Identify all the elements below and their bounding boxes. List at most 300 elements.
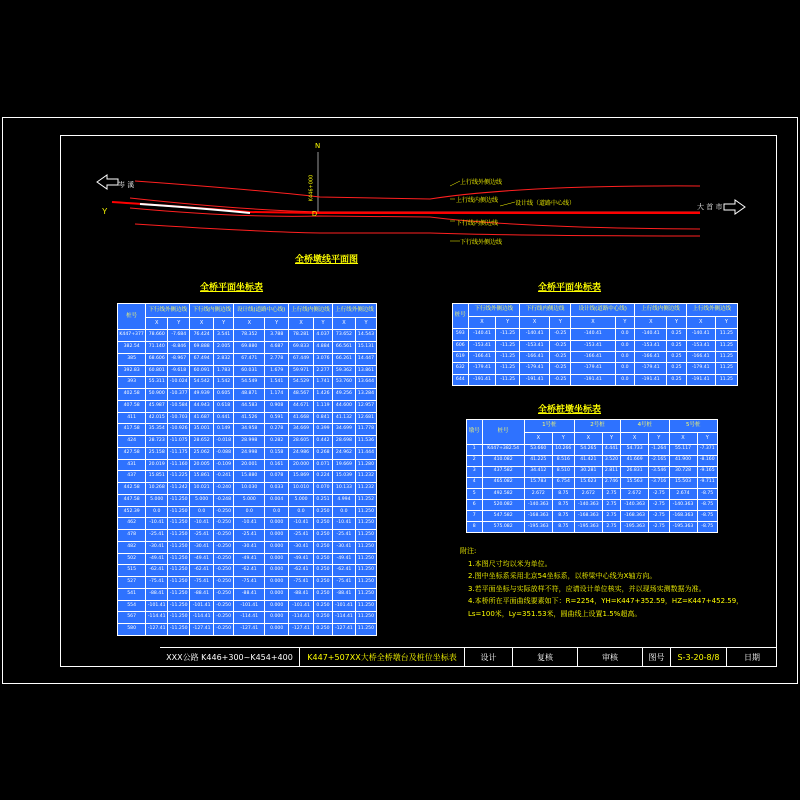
table-cell: 0.605: [214, 389, 234, 401]
table-cell: 0.033: [265, 483, 289, 495]
table-cell: -127.41: [190, 624, 214, 636]
table-cell: -3.546: [649, 466, 669, 477]
table-cell: 0.000: [265, 565, 289, 577]
table-cell: 上行线内侧边线: [289, 304, 333, 318]
table-row: [467, 466, 718, 477]
table-cell: -11.250: [168, 530, 190, 542]
table-cell: 26.831: [621, 466, 649, 477]
table-cell: 0.0: [265, 506, 289, 518]
table-cell: -0.018: [214, 436, 234, 448]
table-cell: 447.58: [118, 494, 146, 506]
table-cell: -11.250: [168, 600, 190, 612]
coordinate-table-2: [452, 303, 738, 386]
table-cell: 78.660: [146, 330, 168, 342]
table-cell: -75.41: [234, 577, 265, 589]
table-cell: X: [524, 432, 552, 444]
table-cell: 393: [118, 377, 146, 389]
table-cell: 34.699: [332, 424, 355, 436]
table-cell: 76.424: [190, 330, 214, 342]
table-row: [118, 506, 377, 518]
table-cell: -0.250: [214, 541, 234, 553]
table-cell: 0.250: [314, 565, 333, 577]
table-cell: -0.250: [214, 588, 234, 600]
table-cell: -8.75: [697, 510, 718, 521]
table-cell: 0.250: [314, 588, 333, 600]
table-cell: -11.250: [168, 577, 190, 589]
table-cell: 0.0: [146, 506, 168, 518]
table-row: [118, 624, 377, 636]
table-cell: -166.41: [635, 351, 667, 362]
table-cell: 13.284: [355, 389, 376, 401]
table-cell: 28.723: [146, 436, 168, 448]
table-cell: 3.520: [602, 455, 620, 466]
design-cell: 设计: [465, 648, 513, 667]
table-cell: Y: [314, 317, 333, 330]
table-cell: 0.071: [314, 459, 333, 471]
drawing-no: S-3-20-8/8: [671, 648, 727, 667]
table-cell: -179.41: [571, 363, 615, 374]
table-cell: 0.149: [214, 424, 234, 436]
table-cell: 0.250: [314, 577, 333, 589]
table3-title: 全桥桩墩坐标表: [538, 405, 602, 415]
table-cell: -168.363: [574, 510, 602, 521]
table-row: [118, 447, 377, 459]
table-cell: 41.225: [524, 455, 552, 466]
table-cell: -10.41: [146, 518, 168, 530]
table-cell: 619: [453, 351, 469, 362]
table-cell: -88.41: [234, 588, 265, 600]
table-cell: 2.75: [602, 510, 620, 521]
table-cell: X: [574, 432, 602, 444]
table-cell: 382.54: [118, 342, 146, 354]
table-cell: -8.967: [168, 353, 190, 365]
table-cell: 30.281: [574, 466, 602, 477]
table-cell: 0.250: [314, 624, 333, 636]
table-cell: -153.41: [686, 340, 715, 351]
table-cell: 10.133: [332, 483, 355, 495]
table-row: [118, 494, 377, 506]
table-cell: 11.25: [715, 329, 737, 340]
table-cell: 392.83: [118, 365, 146, 377]
table-cell: 11.252: [355, 494, 376, 506]
table-cell: -25.41: [234, 530, 265, 542]
table-cell: 54.529: [289, 377, 314, 389]
table-cell: 0.282: [265, 436, 289, 448]
table-cell: -166.41: [571, 351, 615, 362]
table-cell: Y: [496, 317, 520, 329]
table-cell: 11.250: [355, 553, 376, 565]
table-cell: 0.0: [615, 363, 635, 374]
table-cell: -11.25: [496, 329, 520, 340]
table-cell: 410.082: [482, 455, 524, 466]
table-cell: -11.250: [168, 541, 190, 553]
table-row: [118, 577, 377, 589]
table-cell: 78.352: [234, 330, 265, 342]
table-cell: 2.672: [621, 488, 649, 499]
table-row: [118, 483, 377, 495]
table-header-row: [118, 304, 377, 318]
table-cell: -114.41: [146, 612, 168, 624]
table-cell: 554: [118, 600, 146, 612]
table-cell: Y: [715, 317, 737, 329]
table-cell: -140.41: [686, 329, 715, 340]
table-cell: 0.25: [667, 363, 686, 374]
table-cell: 2.75: [602, 488, 620, 499]
table-cell: 0.000: [265, 541, 289, 553]
table-cell: -195.363: [669, 521, 697, 532]
table-cell: 48.871: [234, 389, 265, 401]
table-cell: -10.584: [168, 400, 190, 412]
table-cell: -11.225: [168, 471, 190, 483]
table-cell: 2.277: [314, 365, 333, 377]
table-row: [118, 400, 377, 412]
table-cell: 527: [118, 577, 146, 589]
table-cell: X: [635, 317, 667, 329]
table-cell: -10.41: [234, 518, 265, 530]
table-row: [467, 444, 718, 455]
table-cell: -153.41: [519, 340, 549, 351]
table-cell: -101.41: [146, 600, 168, 612]
table-cell: 设计线(道路中心线): [571, 304, 635, 317]
table-cell: 5.000: [289, 494, 314, 506]
table-cell: -88.41: [190, 588, 214, 600]
table-cell: 44.583: [234, 400, 265, 412]
project-name: XXX公路 K446+300~K454+400: [160, 648, 300, 667]
table-cell: 0.000: [265, 588, 289, 600]
table-header-row: [453, 304, 738, 317]
table-cell: -8.75: [697, 499, 718, 510]
table-cell: -88.41: [289, 588, 314, 600]
table-cell: 45.987: [146, 400, 168, 412]
table-cell: 606: [453, 340, 469, 351]
table-cell: 575.082: [482, 521, 524, 532]
table-row: [118, 588, 377, 600]
table-cell: 1.174: [265, 389, 289, 401]
table-cell: 632: [453, 363, 469, 374]
table-cell: 41.687: [190, 412, 214, 424]
table-cell: 5.000: [234, 494, 265, 506]
table-cell: 设计线(道路中心线): [234, 304, 289, 318]
table-cell: 8.516: [552, 455, 574, 466]
label-up-inner: 上行线内侧边线: [456, 197, 499, 204]
table-cell: -140.363: [621, 499, 649, 510]
table-cell: 8.510: [552, 466, 574, 477]
table-cell: 20.019: [146, 459, 168, 471]
table-cell: X: [519, 317, 549, 329]
table-cell: -153.41: [468, 340, 496, 351]
table-cell: 4.687: [265, 342, 289, 354]
table-cell: 417.58: [118, 424, 146, 436]
table-cell: -127.41: [146, 624, 168, 636]
table-cell: 0.0: [615, 351, 635, 362]
table-cell: 0.0: [289, 506, 314, 518]
table-cell: 541: [118, 588, 146, 600]
table-cell: 15.851: [146, 471, 168, 483]
table-cell: -191.41: [635, 374, 667, 385]
table-cell: -88.41: [146, 588, 168, 600]
table-cell: -195.363: [574, 521, 602, 532]
table-row: [453, 329, 738, 340]
table-cell: 11.778: [355, 424, 376, 436]
table-cell: 482: [118, 541, 146, 553]
table-cell: 0.250: [314, 612, 333, 624]
table-cell: 上行线内侧边线: [635, 304, 686, 317]
table-cell: 41.132: [332, 412, 355, 424]
notes-title: 附注:: [460, 547, 477, 555]
table-row: [467, 521, 718, 532]
table-cell: 0.000: [265, 600, 289, 612]
table-cell: -0.25: [550, 340, 571, 351]
table-cell: -75.41: [146, 577, 168, 589]
table-cell: 6.754: [552, 477, 574, 488]
table-cell: -0.088: [214, 447, 234, 459]
table-cell: 13.861: [355, 365, 376, 377]
table-cell: 34.958: [234, 424, 265, 436]
table-cell: 11.250: [355, 518, 376, 530]
table-cell: 0.250: [314, 553, 333, 565]
table-cell: 54.265: [574, 444, 602, 455]
table-cell: -9.165: [697, 466, 718, 477]
table-row: [118, 424, 377, 436]
table-cell: 520.082: [482, 499, 524, 510]
table-row: [467, 488, 718, 499]
table-cell: 5号桩: [669, 420, 717, 433]
table-cell: -101.41: [332, 600, 355, 612]
table-cell: -11.25: [496, 340, 520, 351]
table-cell: -75.41: [332, 577, 355, 589]
table-cell: 66.561: [332, 342, 355, 354]
table-subheader-row: [118, 317, 377, 330]
table-cell: -0.109: [214, 459, 234, 471]
table-cell: 11.250: [355, 577, 376, 589]
table-cell: 2.005: [214, 342, 234, 354]
table-cell: 0.25: [667, 351, 686, 362]
table-cell: -195.363: [621, 521, 649, 532]
table-cell: 4.884: [314, 342, 333, 354]
table-cell: 424: [118, 436, 146, 448]
table-cell: 25.158: [146, 447, 168, 459]
table-cell: 15.039: [332, 471, 355, 483]
table-cell: 4.037: [314, 330, 333, 342]
table-cell: -11.250: [168, 506, 190, 518]
table-cell: 28.652: [190, 436, 214, 448]
west-label: 岑 溪: [118, 181, 135, 189]
table-row: [467, 477, 718, 488]
table-cell: 4号桩: [621, 420, 669, 433]
table-cell: -11.250: [168, 518, 190, 530]
table-cell: 67.449: [289, 353, 314, 365]
table-cell: 4.441: [602, 444, 620, 455]
table-cell: 0.441: [214, 412, 234, 424]
table-cell: X: [332, 317, 355, 330]
table-cell: Y: [667, 317, 686, 329]
table-cell: 34.669: [289, 424, 314, 436]
title-block: [160, 647, 777, 667]
table-cell: X: [468, 317, 496, 329]
table-cell: X: [669, 432, 697, 444]
table-cell: -0.25: [550, 363, 571, 374]
table-cell: 35.354: [146, 424, 168, 436]
table-cell: 15.880: [234, 471, 265, 483]
table-cell: 11.250: [355, 612, 376, 624]
table-cell: -179.41: [686, 363, 715, 374]
table-cell: K447+377: [118, 330, 146, 342]
table-cell: 53.760: [332, 377, 355, 389]
table-cell: 11.250: [355, 530, 376, 542]
table-cell: 上行线外侧边线: [332, 304, 376, 318]
table-cell: -127.41: [234, 624, 265, 636]
table-row: [118, 342, 377, 354]
table-cell: Y: [615, 317, 635, 329]
table-cell: 0.591: [265, 412, 289, 424]
table-cell: 69.888: [190, 342, 214, 354]
table-cell: 15.869: [289, 471, 314, 483]
table-cell: 0.25: [667, 340, 686, 351]
table-cell: -49.41: [332, 553, 355, 565]
note-line: 3.若平面坐标与实际放样不符，应请设计单位核实，并以现场实测数据为准。: [468, 584, 706, 593]
table-cell: Y: [265, 317, 289, 330]
note-line: 1.本图尺寸均以米为单位。: [468, 559, 552, 568]
table-cell: 78.281: [289, 330, 314, 342]
table-cell: 5.000: [146, 494, 168, 506]
table-cell: 0.25: [667, 329, 686, 340]
table-cell: 0.268: [314, 447, 333, 459]
table-cell: -10.926: [168, 424, 190, 436]
table-cell: -49.41: [190, 553, 214, 565]
table-cell: 下行线外侧边线: [468, 304, 519, 317]
table-cell: -0.250: [214, 530, 234, 542]
table-row: [467, 455, 718, 466]
table-cell: -30.41: [190, 541, 214, 553]
table-row: [467, 510, 718, 521]
table-cell: -191.41: [571, 374, 615, 385]
table-cell: -0.250: [214, 506, 234, 518]
table-cell: 3.076: [314, 353, 333, 365]
table-cell: 402.58: [118, 389, 146, 401]
table-cell: -114.41: [190, 612, 214, 624]
table-cell: 44.671: [289, 400, 314, 412]
table-cell: 69.833: [289, 342, 314, 354]
note-line: 4.本桥所在平面曲线要素如下：R=2254，YH=K447+352.59，HZ=K447+452.59，: [468, 597, 744, 605]
svg-text:Y: Y: [102, 207, 108, 216]
table-cell: 桩号: [118, 304, 146, 330]
table-header-row: [467, 420, 718, 433]
table-cell: -30.41: [332, 541, 355, 553]
table-cell: 2号桩: [574, 420, 620, 433]
table-cell: 427.58: [118, 447, 146, 459]
table-cell: 0.070: [314, 483, 333, 495]
table-cell: 28.998: [234, 436, 265, 448]
table-cell: 465.082: [482, 477, 524, 488]
table-cell: -25.41: [146, 530, 168, 542]
table-cell: 4.994: [332, 494, 355, 506]
table-cell: -11.250: [168, 565, 190, 577]
table-cell: -11.250: [168, 624, 190, 636]
drawing-name: K447+507XX大桥全桥墩台及桩位坐标表: [300, 648, 465, 667]
table-cell: 11.25: [715, 374, 737, 385]
table-cell: Y: [168, 317, 190, 330]
table-cell: 67.494: [190, 353, 214, 365]
table-cell: -11.075: [168, 436, 190, 448]
table-cell: -179.41: [635, 363, 667, 374]
table-cell: -191.41: [519, 374, 549, 385]
east-arrow-icon: [724, 200, 745, 214]
table-cell: 0.25: [667, 374, 686, 385]
table-cell: -127.41: [289, 624, 314, 636]
table-cell: 2.672: [574, 488, 602, 499]
table-cell: -10.703: [168, 412, 190, 424]
table-cell: -0.241: [214, 471, 234, 483]
table-cell: -11.250: [168, 494, 190, 506]
table-cell: 10.030: [234, 483, 265, 495]
table-cell: 2.75: [602, 521, 620, 532]
table-subheader-row: [453, 317, 738, 329]
table-cell: 0.0: [332, 506, 355, 518]
table-cell: 0.442: [314, 436, 333, 448]
table-cell: 11.250: [355, 624, 376, 636]
table-row: [118, 412, 377, 424]
table-cell: 644: [453, 374, 469, 385]
table-cell: 0.0: [234, 506, 265, 518]
table-cell: 411: [118, 412, 146, 424]
table-cell: 492.582: [482, 488, 524, 499]
table-cell: 437.582: [482, 466, 524, 477]
table-cell: 20.001: [234, 459, 265, 471]
table-cell: 11.250: [355, 541, 376, 553]
table-cell: 4: [467, 477, 483, 488]
table-cell: X: [289, 317, 314, 330]
table-cell: -30.41: [146, 541, 168, 553]
table-cell: -153.41: [571, 340, 615, 351]
table-cell: -191.41: [686, 374, 715, 385]
table-cell: -166.41: [686, 351, 715, 362]
table-cell: 69.880: [234, 342, 265, 354]
table-cell: 13.644: [355, 377, 376, 389]
down-inner-line: [130, 208, 700, 229]
table-cell: 11.232: [355, 483, 376, 495]
table-cell: -179.41: [519, 363, 549, 374]
table-cell: 12.681: [355, 412, 376, 424]
label-down-inner: 下行线内侧边线: [456, 220, 499, 227]
table-cell: 15.563: [621, 477, 649, 488]
center-white-seg: [140, 204, 250, 213]
table-cell: 1.119: [314, 400, 333, 412]
table-cell: -25.41: [332, 530, 355, 542]
table-cell: -10.024: [168, 377, 190, 389]
table-cell: -75.41: [190, 577, 214, 589]
table-cell: 25.062: [190, 447, 214, 459]
label-center-line: 设计线（道路中心线）: [515, 200, 576, 207]
table-cell: 34.412: [524, 466, 552, 477]
table-cell: 0.158: [265, 447, 289, 459]
table-cell: X: [146, 317, 168, 330]
table-cell: 2.811: [602, 466, 620, 477]
table-cell: 71.140: [146, 342, 168, 354]
table-row: [118, 377, 377, 389]
table-cell: 59.971: [289, 365, 314, 377]
table-cell: -2.165: [649, 455, 669, 466]
table-cell: -114.41: [332, 612, 355, 624]
table-cell: -140.41: [571, 329, 615, 340]
vertical-chainage-label: K446+000: [308, 174, 315, 202]
table-cell: 30.728: [669, 466, 697, 477]
table-cell: 60.801: [146, 365, 168, 377]
table-cell: 0.841: [314, 412, 333, 424]
table-row: [118, 436, 377, 448]
table-cell: 11.444: [355, 447, 376, 459]
table-cell: 54.733: [621, 444, 649, 455]
table-cell: 0.000: [265, 518, 289, 530]
